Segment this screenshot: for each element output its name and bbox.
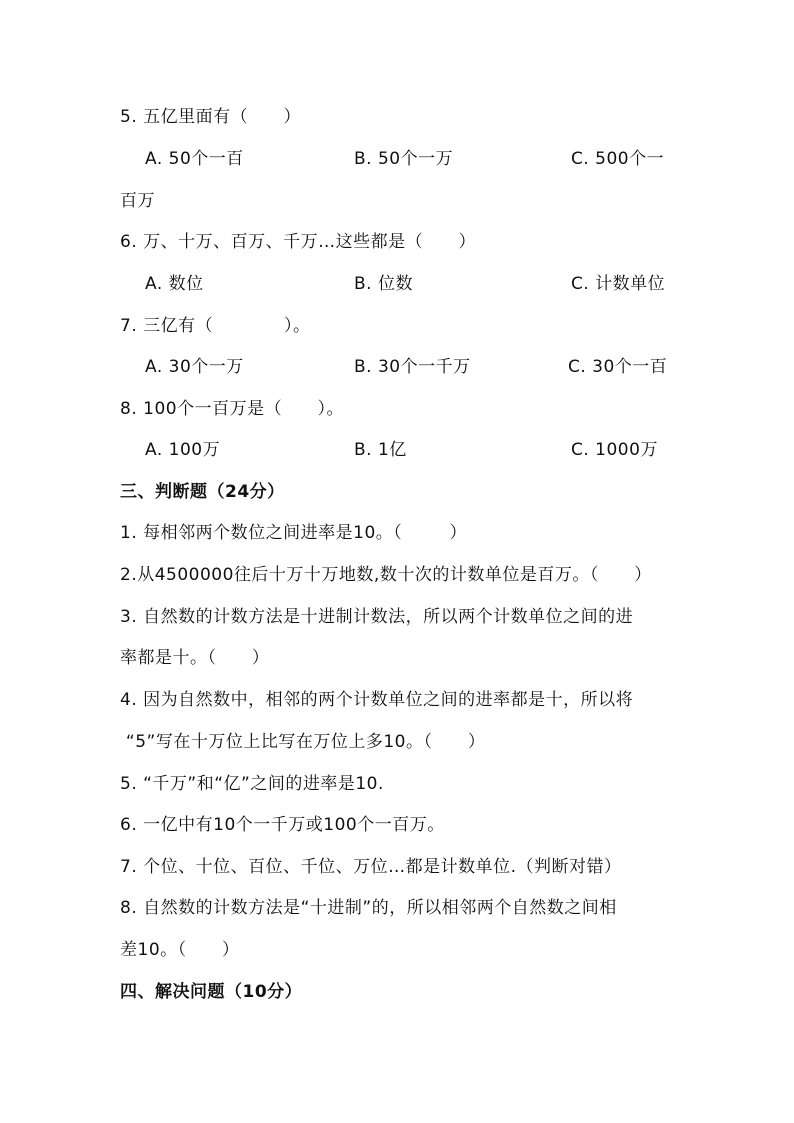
section-4-title: 四、解决问题（10分）	[120, 982, 303, 1002]
judge-item-8-continued: 差10。（ ）	[120, 940, 240, 960]
question-7-option-c: C. 30个一百	[568, 357, 668, 377]
question-8-option-b: B. 1亿	[354, 440, 407, 460]
question-8-option-a: A. 100万	[145, 440, 221, 460]
question-6-option-a: A. 数位	[145, 274, 204, 294]
judge-item-8: 8. 自然数的计数方法是“十进制”的，所以相邻两个自然数之间相	[120, 898, 617, 918]
judge-item-5: 5. “千万”和“亿”之间的进率是10.	[120, 774, 384, 794]
judge-item-3-continued: 率都是十。（ ）	[120, 648, 270, 668]
question-6-stem: 6. 万、十万、百万、千万…这些都是（ ）	[120, 232, 477, 252]
question-5-stem: 5. 五亿里面有（ ）	[120, 107, 302, 127]
question-6-option-c: C. 计数单位	[571, 274, 666, 294]
question-5-option-c: C. 500个一	[571, 149, 665, 169]
judge-item-7: 7. 个位、十位、百位、千位、万位…都是计数单位.（判断对错）	[120, 857, 622, 877]
judge-item-4-continued: “5”写在十万位上比写在万位上多10。（ ）	[120, 732, 486, 752]
judge-item-3: 3. 自然数的计数方法是十进制计数法，所以两个计数单位之间的进	[120, 607, 634, 627]
section-3-title: 三、判断题（24分）	[120, 482, 285, 502]
judge-item-4: 4. 因为自然数中，相邻的两个计数单位之间的进率都是十，所以将	[120, 690, 634, 710]
question-5-option-b: B. 50个一万	[354, 149, 454, 169]
question-7-stem: 7. 三亿有（ ）。	[120, 316, 311, 336]
judge-item-1: 1. 每相邻两个数位之间进率是10。（ ）	[120, 523, 467, 543]
question-7-option-a: A. 30个一万	[145, 357, 244, 377]
question-5-option-a: A. 50个一百	[145, 149, 244, 169]
judge-item-6: 6. 一亿中有10个一千万或100个一百万。	[120, 815, 445, 835]
question-8-stem: 8. 100个一百万是（ ）。	[120, 399, 344, 419]
question-8-option-c: C. 1000万	[571, 440, 658, 460]
judge-item-2: 2.从4500000往后十万十万地数,数十次的计数单位是百万。（ ）	[120, 565, 652, 585]
question-6-option-b: B. 位数	[354, 274, 413, 294]
question-7-option-b: B. 30个一千万	[354, 357, 471, 377]
question-5-option-c-continued: 百万	[120, 191, 155, 211]
